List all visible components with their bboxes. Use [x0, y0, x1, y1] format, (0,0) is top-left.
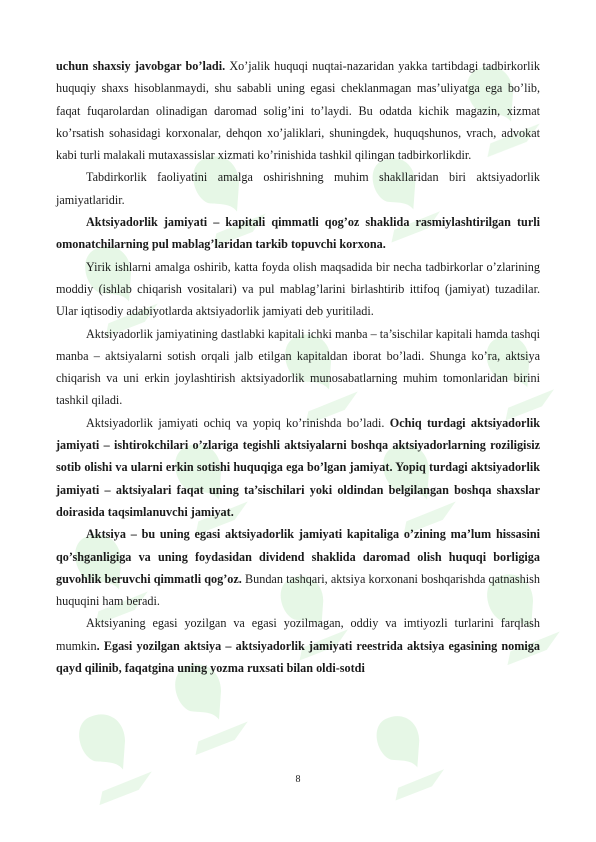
bold-text-segment: Aktsiya – bu uning egasi aktsiyadorlik jamiyati kapitaliga o’zining ma’lum hissasini qo’shganligiga va uning foydasidan dividend shaklida daromad olish huquqi borligiga guvohlik beruvchi qimmatli qog’oz. [56, 527, 540, 586]
text-segment: Yirik ishlarni amalga oshirib, katta foyda olish maqsadida bir necha tadbirkorlar o’zlarining moddiy (ishlab chiqarish vositalari) va pul mablag’larini birlashtirib ittifoq (jamiyat) tuzadilar. Ular iqtisodiy adabiyotlarda aktsiyadorlik jamiyati deb yuritiladi. [56, 259, 540, 319]
text-segment: Bundan tashqari, aktsiya korxonani boshqarishda qatnashish huquqini ham beradi. [56, 571, 540, 609]
text-segment: Aktsiyadorlik jamiyatining dastlabki kapitali ichki manba – ta’sischilar kapitali hamda tashqi manba – aktsiyalarni sotish orqali jalb etilgan kapitaldan iborat bo’ladi. Shunga ko’ra, aktsiya chiqarish va uni erkin joylashtirish aktsiyadorlik munosabatlarning muhim tomonlaridan birini tashkil qiladi. [56, 326, 540, 408]
paragraph [56, 211, 540, 256]
text-segment: Xo’jalik huquqi nuqtai-nazaridan yakka tartibdagi tadbirkorlik huquqiy shaxs hisoblanmaydi, shu sababli uning egasi cheklanmagan mas’uliyatga ega bo’lib, faqat fuqarolardan olinadigan daromad solig’ini to’laydi. Bu odatda kichik magazin, xizmat ko’rsatish sohasidagi korxonalar, dehqon xo’jaliklari, shuningdek, huquqshunos, vrach, advokat kabi turli malakali mutaxassislar xizmati ko’rinishida tashkil qilingan tadbirkorlikdir. [56, 59, 540, 163]
document-body [56, 55, 540, 679]
bold-text-segment: Aktsiyadorlik jamiyati – kapitali qimmatli qog’oz shaklida rasmiylashtirilgan turli omonatchilarning pul mablag’laridan tarkib topuvchi korxona. [56, 215, 540, 252]
bold-text-segment: uchun shaxsiy javobgar bo’ladi. [56, 59, 226, 73]
paragraph [56, 166, 540, 211]
text-segment: Tabdirkorlik faoliyatini amalga oshirishning muhim shakllaridan biri aktsiyadorlik jamiyatlaridir. [56, 170, 540, 207]
paragraph [56, 412, 540, 523]
paragraph [56, 612, 540, 679]
paragraph [56, 523, 540, 612]
bold-text-segment: . Egasi yozilgan aktsiya – aktsiyadorlik jamiyati reestrida aktsiya egasining nomiga qayd qilinib, faqatgina uning yozma ruxsati bilan oldi-sotdi [56, 638, 540, 676]
page-number: 8 [295, 774, 301, 785]
paragraph [56, 256, 540, 323]
paragraph [56, 323, 540, 412]
bold-text-segment: Ochiq turdagi aktsiyadorlik jamiyati – ishtirokchilari o’zlariga tegishli aktsiyalarni boshqa aktsiyadorlarning roziligisiz sotib olishi va ularni erkin sotishi huquqiga ega bo’lgan jamiyat. Yopiq turdagi aktsiyadorlik jamiyati – aktsiyalari faqat uning ta’sischilari yoki oldindan belgilangan boshqa shaxslar doirasida taqsimlanuvchi jamiyat. [56, 415, 540, 519]
text-segment: Aktsiyadorlik jamiyati ochiq va yopiq ko’rinishda bo’ladi. [86, 415, 390, 430]
paragraph [56, 55, 540, 166]
text-segment: Aktsiyaning egasi yozilgan va egasi yozilmagan, oddiy va imtiyozli turlarini farqlash mumkin [56, 616, 540, 653]
